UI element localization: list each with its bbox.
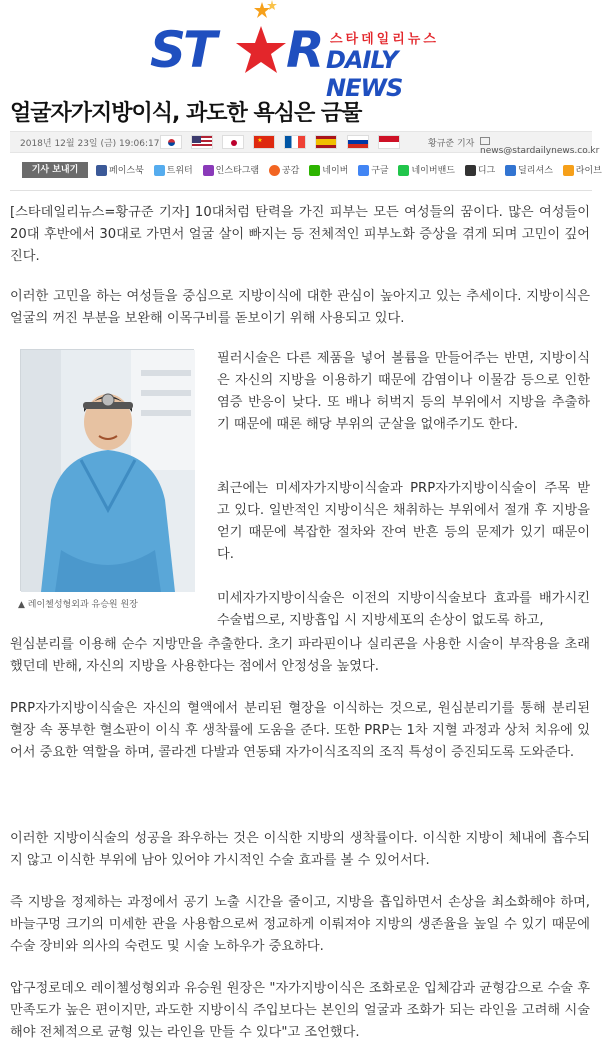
article-paragraph: 최근에는 미세자가지방이식술과 PRP자가지방이식술이 주목 받고 있다. 일반적인 지방이식은 채취하는 부위에서 절개 후 지방을 얻기 때문에 복잡한 절차와 잔여 반흔 등의 문제가 있기 때문이다. — [217, 481, 590, 562]
logo-star-icon — [234, 24, 288, 76]
article-paragraph: [스타데일리뉴스=황규준 기자] 10대처럼 탄력을 가진 피부는 모든 여성들의 꿈이다. 많은 여성들이 20대 후반에서 30대로 가면서 얼굴 살이 빠지는 등 전체적인 피부노화 증상을 겪게 되며 고민이 깊어진다. — [10, 205, 590, 264]
usa-flag-icon[interactable] — [191, 135, 213, 149]
site-logo[interactable] — [150, 21, 450, 102]
share-item-label: 딜리셔스 — [518, 166, 553, 176]
share-live-button[interactable] — [563, 163, 602, 176]
share-digg-button[interactable] — [465, 163, 495, 176]
mail-icon — [480, 137, 490, 145]
twitter-icon — [154, 165, 165, 176]
korean-flag-icon[interactable] — [160, 135, 182, 149]
site-masthead — [0, 0, 601, 102]
share-list — [96, 163, 609, 176]
logo-st-text: ST — [150, 21, 215, 79]
share-item-label: 구글 — [371, 166, 389, 176]
spain-flag-icon[interactable] — [315, 135, 337, 149]
article-paragraph: 이러한 고민을 하는 여성들을 중심으로 지방이식에 대한 관심이 높아지고 있는 추세이다. 지방이식은 얼굴의 꺼진 부분을 보완해 이목구비를 돋보이기 위해 사용되고 있다. — [10, 289, 590, 326]
share-instagram-button[interactable] — [203, 163, 259, 176]
article-paragraph: 이러한 지방이식술의 성공을 좌우하는 것은 이식한 지방의 생착률이다. 이식한 지방이 체내에 흡수되지 않고 이식한 부위에 남아 있어야 가시적인 수술 효과를 볼 수 있어서다. — [10, 831, 590, 868]
photo-caption: ▲ 레이첼성형외과 유승원 원장 — [18, 600, 138, 610]
japan-flag-icon[interactable] — [222, 135, 244, 149]
share-item-label: 공감 — [281, 166, 300, 176]
logo-korean-text: 스타데일리뉴스 — [330, 32, 439, 47]
article-email-link[interactable] — [480, 136, 599, 156]
share-item-label: 디그 — [477, 166, 496, 176]
share-bar — [10, 160, 602, 180]
share-twitter-button[interactable] — [154, 163, 193, 176]
facebook-icon — [96, 165, 107, 176]
article-meta-bar — [10, 131, 600, 156]
article-paragraph: 필러시술은 다른 제품을 넣어 볼륨을 만들어주는 반면, 지방이식은 자신의 지방을 이용하기 때문에 감염이나 이물감 등으로 인한 염증 반응이 낮다. 또 배나 허벅지 등의 부위에서 지방을 추출하기 때문에 때론 해당 부위의 군살을 없애주기도 한다. — [217, 351, 590, 432]
gonggam-icon — [269, 165, 280, 176]
share-item-label: 인스타그램 — [215, 166, 260, 176]
article-headline: 얼굴자가지방이식, 과도한 욕심은 금물 — [10, 101, 362, 126]
logo-daily-news-text: DAILY NEWS — [326, 46, 403, 102]
share-band-button[interactable] — [398, 163, 454, 176]
divider — [10, 190, 592, 191]
china-flag-icon[interactable]: ★ — [253, 135, 275, 149]
article-author: 황규준 기자 — [428, 139, 475, 149]
share-item-label: 라이브 — [575, 166, 602, 176]
digg-icon — [465, 165, 476, 176]
live-icon — [563, 165, 574, 176]
france-flag-icon[interactable] — [284, 135, 306, 149]
delicious-icon — [505, 165, 516, 176]
share-item-label: 네이버 — [322, 166, 349, 176]
logo-reflection — [150, 78, 450, 92]
article-paragraph: 미세자가지방이식술은 이전의 지방이식술보다 효과를 배가시킨 수술법으로, 지방흡입 시 지방세포의 손상이 없도록 하고, — [217, 591, 590, 628]
share-item-label: 네이버밴드 — [411, 166, 455, 176]
logo-r-text: R — [286, 21, 325, 79]
share-google-button[interactable] — [358, 163, 388, 176]
article-paragraph: 압구정로데오 레이첼성형외과 유승원 원장은 "자가지방이식은 조화로운 입체감과 균형감으로 수술 후 만족도가 높은 편이지만, 과도한 지방이식 주입보다는 본인의 얼굴과 조화가 되는 라인을 고려해 시술해야 전체적으로 균형 있는 라인을 만들 수 있다"고 조언했다. — [10, 981, 590, 1040]
share-naver-button[interactable] — [309, 163, 348, 176]
share-item-label: 트위터 — [166, 166, 193, 176]
google-icon — [358, 165, 369, 176]
article-paragraph: 즉 지방을 정제하는 과정에서 공기 노출 시간을 줄이고, 지방을 흡입하면서 손상을 최소화해야 하며, 바늘구멍 크기의 미세한 관을 사용함으로써 정교하게 이뤄져야 지방의 생존율을 높일 수 있기 때문에 수술 장비와 의사의 숙련도 및 시술 노하우가 중요하다. — [10, 895, 590, 954]
language-flags — [160, 135, 404, 151]
share-gonggam-button[interactable] — [269, 163, 299, 176]
share-label: 기사 보내기 — [22, 162, 88, 178]
indonesia-flag-icon[interactable] — [378, 135, 400, 149]
sparkle-star-icon — [250, 0, 280, 22]
share-item-label: 페이스북 — [109, 166, 144, 176]
russia-flag-icon[interactable] — [347, 135, 369, 149]
share-delicious-button[interactable] — [505, 163, 553, 176]
article-email-text: news@stardailynews.co.kr — [480, 146, 600, 156]
naver-icon — [309, 165, 320, 176]
article-date: 2018년 12월 23일 (금) 19:06:17 — [20, 139, 160, 149]
instagram-icon — [203, 165, 214, 176]
share-facebook-button[interactable] — [96, 163, 144, 176]
article-photo-box — [10, 345, 202, 618]
doctor-photo[interactable] — [20, 349, 194, 591]
band-icon — [398, 165, 409, 176]
article-paragraph: PRP자가지방이식술은 자신의 혈액에서 분리된 혈장을 이식하는 것으로, 원심분리기를 통해 분리된 혈장 속 풍부한 혈소판이 이식 후 생착률에 도움을 준다. 또한 PRP는 1차 지혈 과정과 상처 치유에 있어서 중요한 역할을 하며, 콜라겐 다발과 연동돼 자가이식조직의 조직 특성이 증진되도록 도와준다. — [10, 701, 590, 760]
article-paragraph: 원심분리를 이용해 순수 지방만을 추출한다. 초기 파라핀이나 실리콘을 사용한 시술이 부작용을 초래했던데 반해, 자신의 지방을 사용한다는 점에서 안정성을 높였다. — [10, 637, 590, 674]
